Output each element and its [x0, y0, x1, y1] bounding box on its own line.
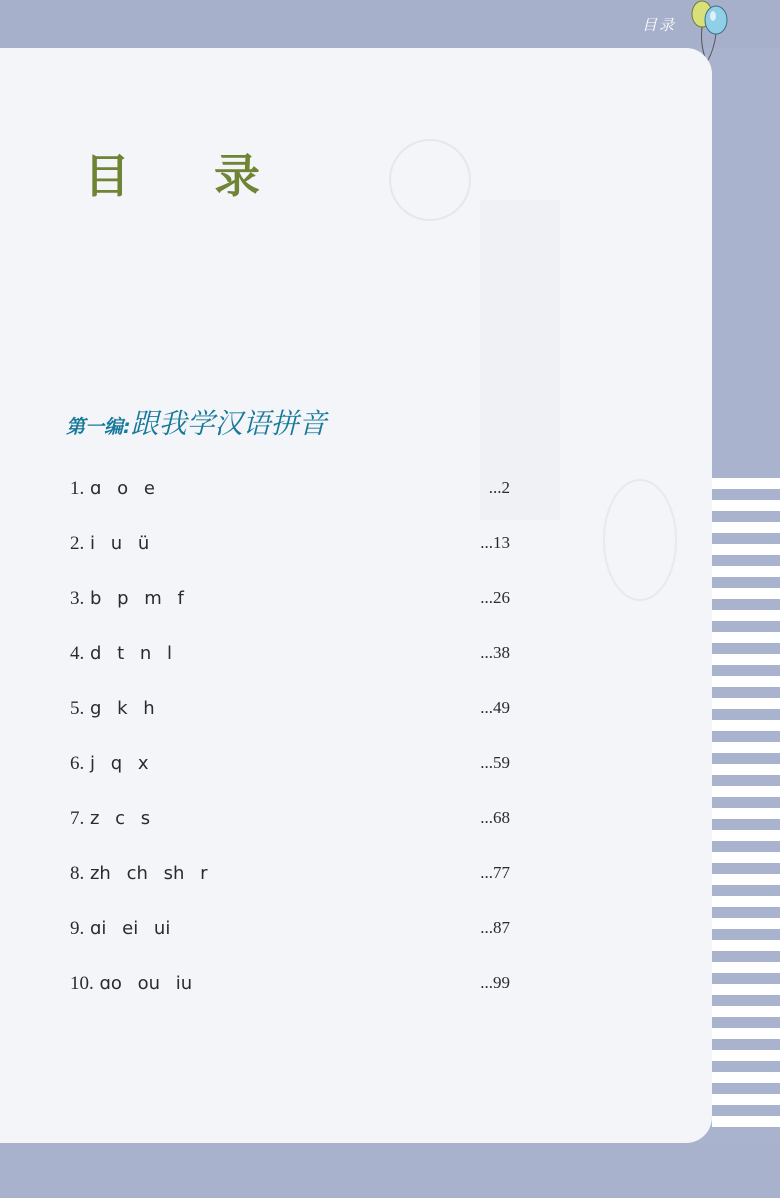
toc-entry-number: 8. [70, 863, 85, 884]
toc-entry-number: 4. [70, 643, 85, 664]
toc-entry-label: b p m f [89, 588, 184, 609]
toc-entry-label: i u ü [89, 533, 150, 554]
toc-entry[interactable] [70, 588, 510, 618]
toc-entry-label: ɑo ou iu [99, 973, 193, 994]
toc-entry-page: ...77 [480, 863, 510, 882]
toc-entry-label: d t n l [89, 643, 173, 664]
toc-entry[interactable] [70, 863, 510, 893]
toc-entry[interactable] [70, 533, 510, 563]
toc-entry-page: ...49 [480, 698, 510, 717]
toc-entry-number: 1. [70, 478, 85, 499]
toc-entry-page: ...59 [480, 753, 510, 772]
toc-entry[interactable] [70, 753, 510, 783]
section-prefix: 第一编: [66, 416, 131, 438]
section-heading [66, 402, 327, 442]
toc-entry[interactable] [70, 698, 510, 728]
toc-entry-label: z c s [89, 808, 151, 829]
toc-entry-number: 9. [70, 918, 85, 939]
toc-entry[interactable] [70, 808, 510, 838]
toc-entry-page: ...2 [488, 478, 510, 497]
side-stripes [712, 478, 780, 1138]
toc-entry[interactable] [70, 918, 510, 948]
toc-entry[interactable] [70, 478, 510, 508]
section-name: 跟我学汉语拼音 [130, 407, 327, 440]
bottom-frame [0, 1143, 780, 1198]
toc-entry-page: ...99 [480, 973, 510, 992]
toc-entry-number: 2. [70, 533, 85, 554]
toc-entry-label: j q x [89, 753, 149, 774]
toc-entry-number: 7. [70, 808, 85, 829]
toc-entry-number: 5. [70, 698, 85, 719]
toc-entry-page: ...38 [480, 643, 510, 662]
toc-entry[interactable] [70, 643, 510, 673]
toc-entry-page: ...26 [480, 588, 510, 607]
toc-entry-label: g k h [89, 698, 155, 719]
toc-entry[interactable] [70, 973, 510, 1003]
toc-entry-page: ...87 [480, 918, 510, 937]
toc-entry-page: ...13 [480, 533, 510, 552]
toc-entry-number: 3. [70, 588, 85, 609]
running-header: 目录 [642, 16, 677, 34]
toc-entry-label: ɑi ei ui [89, 918, 171, 939]
toc-entry-label: zh ch sh r [89, 863, 208, 884]
toc-entry-label: ɑ o e [89, 478, 155, 499]
page-title: 目 录 [84, 149, 295, 203]
toc-entry-number: 6. [70, 753, 85, 774]
toc-entry-page: ...68 [480, 808, 510, 827]
toc-entry-number: 10. [70, 973, 94, 994]
